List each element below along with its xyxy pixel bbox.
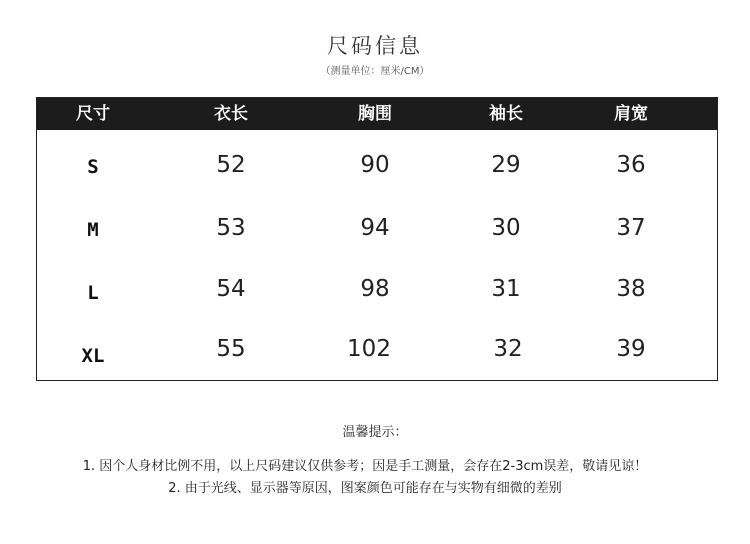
tip-line-2: 2. 由于光线、显示器等原因，图案颜色可能存在与实物有细微的差别 (168, 481, 562, 496)
size-cell: S (87, 156, 99, 178)
size-table (36, 97, 718, 381)
table-row-l (37, 261, 717, 321)
sleeve-cell: 32 (493, 336, 523, 362)
table-row-xl (37, 321, 717, 381)
length-cell: 53 (216, 215, 246, 241)
size-cell: XL (81, 345, 105, 367)
sleeve-cell: 29 (491, 152, 521, 178)
table-header (37, 98, 717, 130)
chest-cell: 102 (347, 336, 391, 362)
shoulder-cell: 38 (616, 276, 646, 302)
chest-cell: 90 (360, 152, 390, 178)
size-cell: L (87, 282, 99, 304)
shoulder-cell: 36 (616, 152, 646, 178)
sleeve-cell: 30 (491, 215, 521, 241)
shoulder-cell: 39 (616, 336, 646, 362)
length-cell: 52 (216, 152, 246, 178)
shoulder-cell: 37 (616, 215, 646, 241)
length-cell: 55 (216, 336, 246, 362)
table-row-s (37, 136, 717, 196)
measurement-unit-note: （测量单位：厘米/CM） (320, 66, 430, 77)
header-chest: 胸围 (358, 104, 392, 124)
header-length: 衣长 (214, 104, 248, 124)
page-title: 尺码信息 (327, 34, 423, 58)
size-cell: M (87, 219, 99, 241)
header-size: 尺寸 (76, 104, 110, 124)
length-cell: 54 (216, 276, 246, 302)
chest-cell: 98 (360, 276, 390, 302)
tip-line-1: 1. 因个人身材比例不用，以上尺码建议仅供参考；因是手工测量，会存在2-3cm误差，敬请见谅！ (82, 459, 648, 474)
tips-title: 温馨提示： (342, 425, 408, 440)
header-sleeve: 袖长 (489, 104, 523, 124)
table-row-m (37, 199, 717, 259)
header-shoulder: 肩宽 (614, 104, 648, 124)
sleeve-cell: 31 (491, 276, 521, 302)
chest-cell: 94 (360, 215, 390, 241)
